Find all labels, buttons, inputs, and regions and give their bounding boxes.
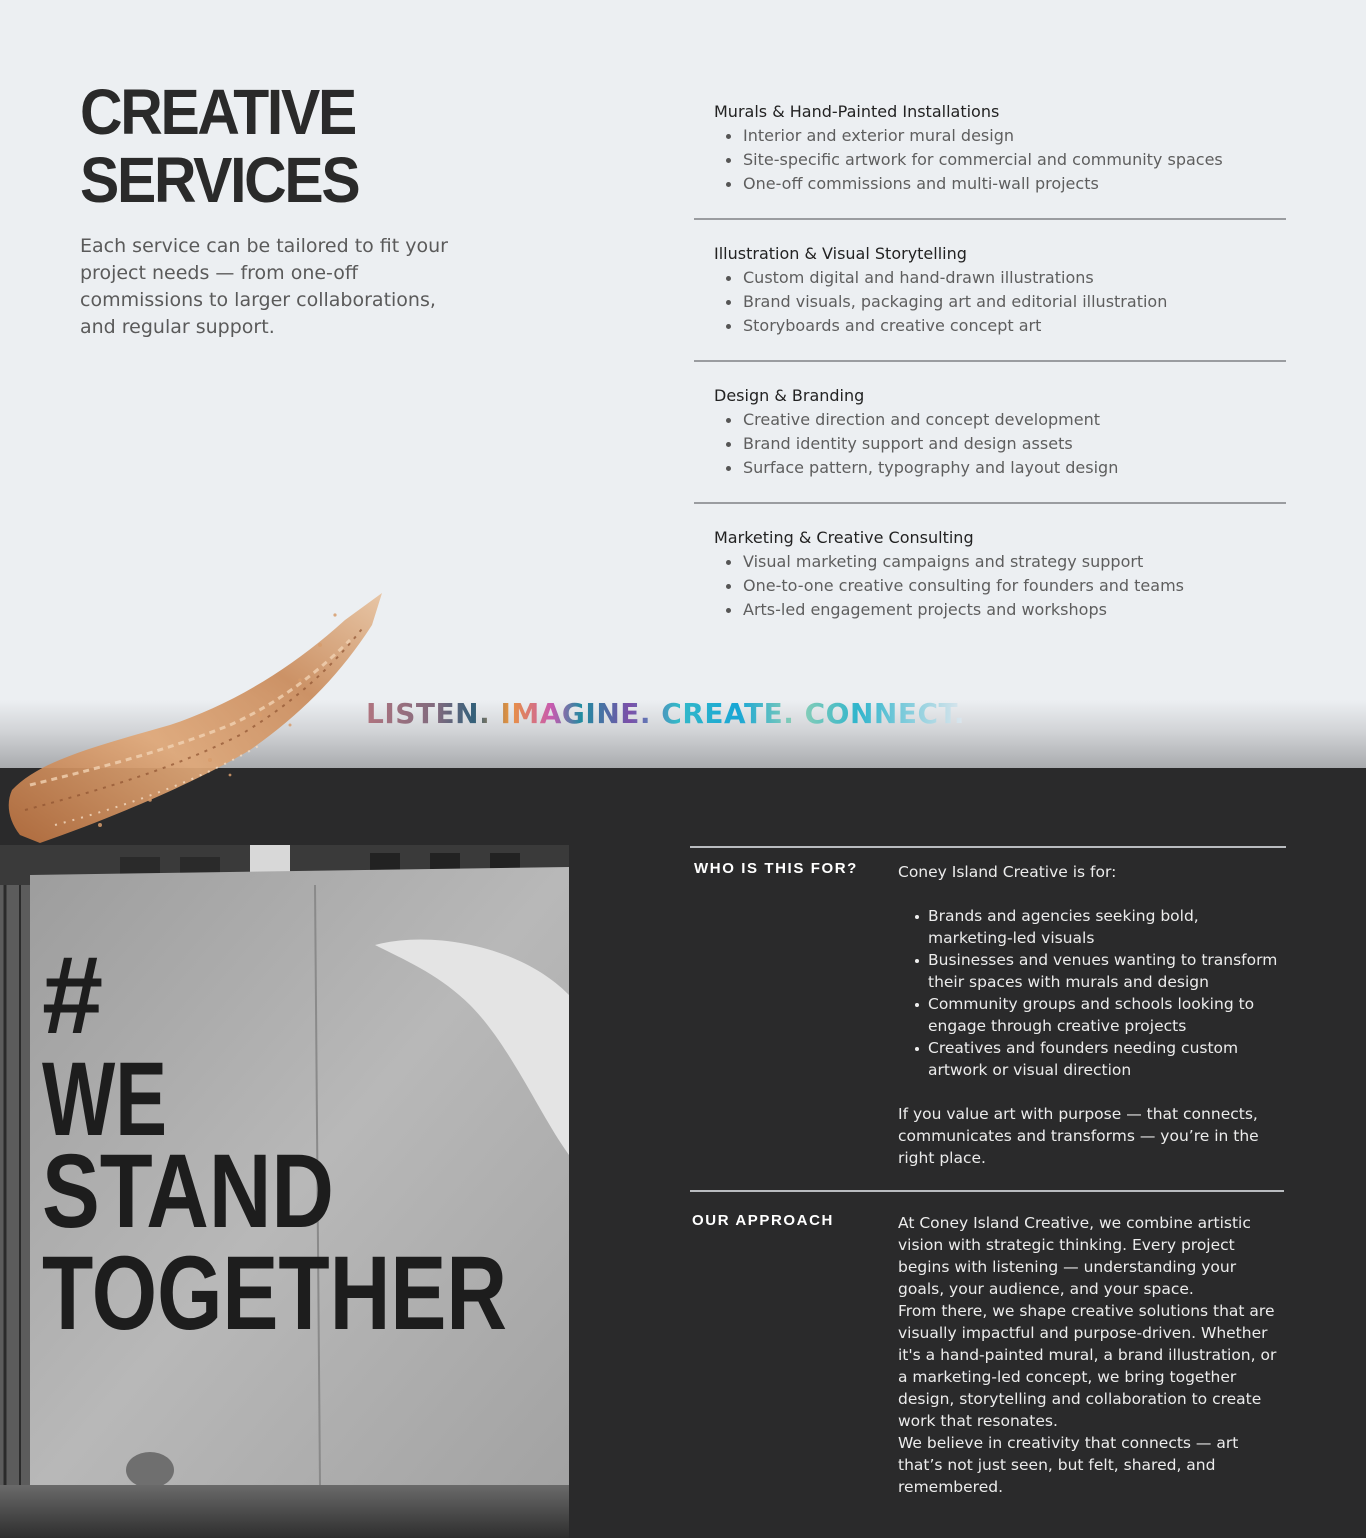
approach-label: OUR APPROACH [692,1212,834,1229]
mural-text-we: WE [42,1041,167,1158]
mural-text-together: TOGETHER [42,1235,507,1352]
service-item: Site-specific artwork for commercial and community spaces [714,148,1286,172]
who-is-this-for-block [690,846,1286,1169]
tagline: LISTEN. IMAGINE. CREATE. CONNECT. [366,697,965,730]
intro-text: Each service can be tailored to fit your project needs — from one-off commissions to larger collaborations, and regular support. [80,235,448,338]
service-item: Brand identity support and design assets [714,432,1286,456]
service-item: Creative direction and concept development [714,408,1286,432]
approach-paragraph: At Coney Island Creative, we combine artistic vision with strategic thinking. Every project begins with listening — understanding your goals, your audience, and your space. [898,1214,1251,1298]
mural-photo [0,845,569,1538]
who-body [898,848,1286,1169]
page-title-line2: SERVICES [80,144,359,216]
who-label: WHO IS THIS FOR? [694,860,858,877]
who-outro: If you value art with purpose — that connects, communicates and transforms — you’re in the right place. [898,1105,1259,1167]
approach-body [898,1192,1284,1498]
who-item: Brands and agencies seeking bold, marketing-led visuals [898,905,1286,949]
who-row [690,846,1286,1169]
service-item: Interior and exterior mural design [714,124,1286,148]
who-list [898,905,1286,1081]
mural-image [0,845,569,1538]
approach-paragraph: We believe in creativity that connects — art that’s not just seen, but felt, shared, and remembered. [898,1434,1239,1496]
service-title: Marketing & Creative Consulting [714,528,974,547]
mural-text-hash: # [42,934,104,1057]
page-title-line1: CREATIVE [80,76,355,148]
copper-brush-stroke-icon [0,585,400,850]
mural-text-stand: STAND [42,1133,334,1250]
service-murals [694,100,1286,196]
service-design-branding [694,360,1286,480]
service-items [714,550,1286,622]
services-list [694,100,1286,622]
service-item: Brand visuals, packaging art and editorial illustration [714,290,1286,314]
service-item: One-to-one creative consulting for founders and teams [714,574,1286,598]
who-item: Businesses and venues wanting to transform their spaces with murals and design [898,949,1286,993]
approach-row [690,1190,1284,1498]
service-title: Murals & Hand-Painted Installations [714,102,1000,121]
who-intro: Coney Island Creative is for: [898,863,1117,881]
page-title [80,78,466,214]
who-item: Community groups and schools looking to engage through creative projects [898,993,1286,1037]
our-approach-block [690,1190,1284,1498]
who-item: Creatives and founders needing custom artwork or visual direction [898,1037,1286,1081]
service-items [714,124,1286,196]
service-title: Design & Branding [714,386,865,405]
service-item: Storyboards and creative concept art [714,314,1286,338]
service-items [714,266,1286,338]
service-illustration [694,218,1286,338]
service-marketing-consulting [694,502,1286,622]
service-item: Custom digital and hand-drawn illustrations [714,266,1286,290]
service-item: Visual marketing campaigns and strategy support [714,550,1286,574]
service-item: One-off commissions and multi-wall projects [714,172,1286,196]
service-items [714,408,1286,480]
service-item: Surface pattern, typography and layout design [714,456,1286,480]
service-item: Arts-led engagement projects and workshops [714,598,1286,622]
approach-paragraph: From there, we shape creative solutions that are visually impactful and purpose-driven. Whether it's a hand-painted mural, a brand illustration, or a marketing-led concept, we bring together design, storytelling and collaboration to create work that resonates. [898,1302,1277,1430]
service-title: Illustration & Visual Storytelling [714,244,967,263]
